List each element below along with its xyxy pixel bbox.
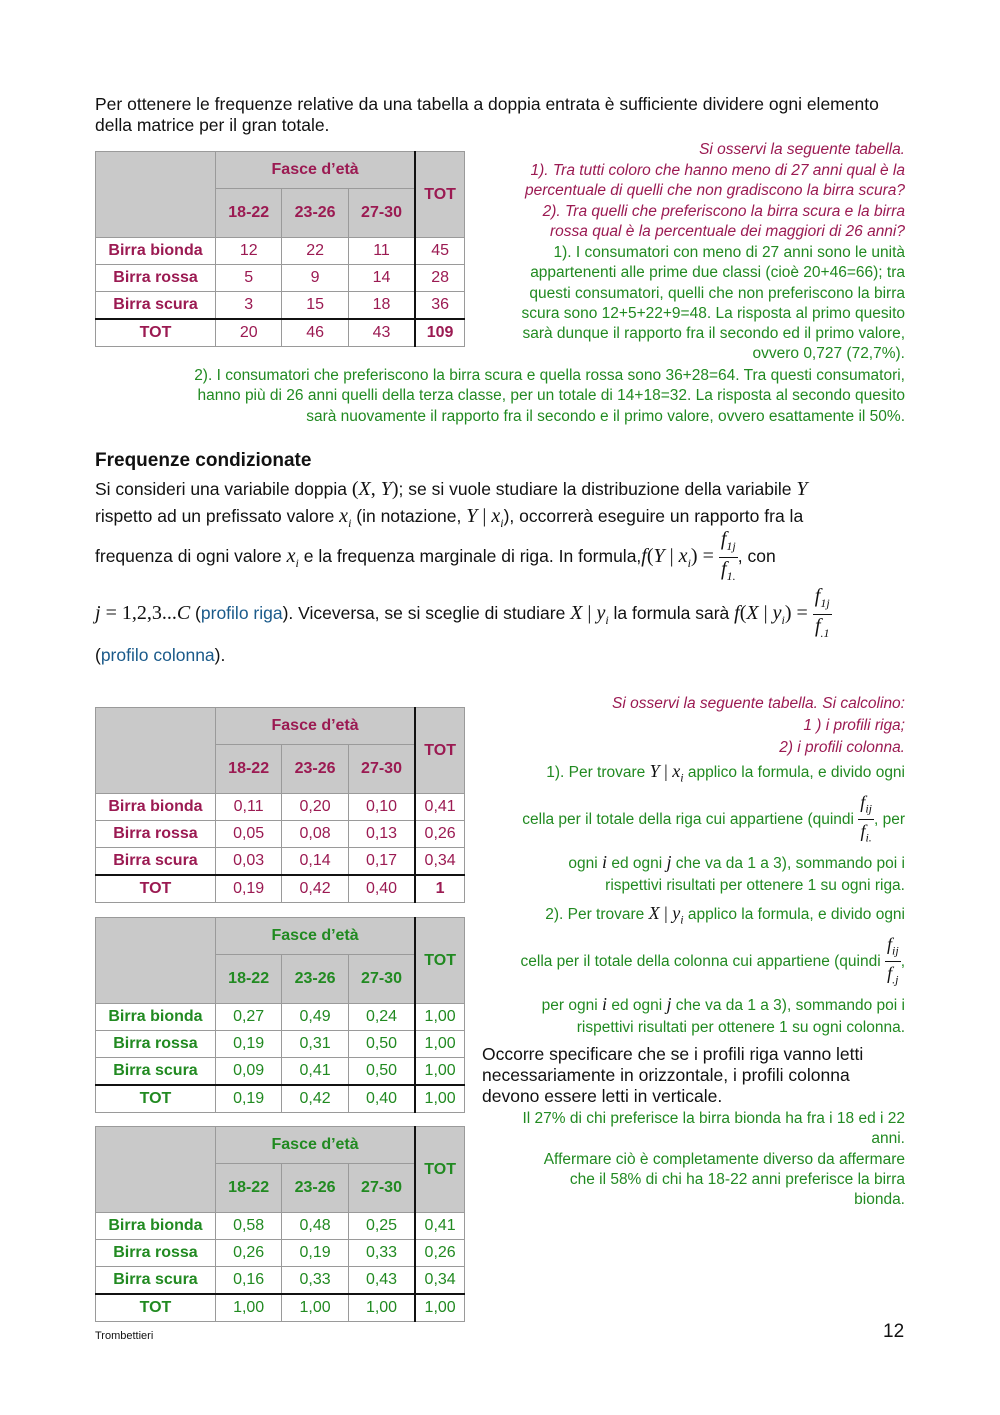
cell: 0,20 — [282, 794, 348, 821]
cell: 1,00 — [348, 1294, 415, 1322]
cell: 0,34 — [415, 848, 464, 876]
example-line: Il 27% di chi preferisce la birra bionda ha fra i 18 ed i 22 — [522, 1110, 905, 1127]
cell: 18 — [348, 292, 415, 320]
table-row — [96, 1213, 465, 1240]
table-corner — [96, 708, 216, 794]
link-profilo-colonna: profilo colonna — [100, 645, 215, 665]
cell: 109 — [415, 319, 464, 347]
header-group: Fasce d’età — [216, 152, 416, 189]
answer-line: per ogni i ed ogni j che va da 1 a 3), sommando poi i — [541, 993, 905, 1014]
answer-line: 2). I consumatori che preferiscono la birra scura e quella rossa sono 36+28=64. Tra questi consumatori, — [194, 367, 905, 384]
cell: 20 — [216, 319, 282, 347]
cell: 11 — [348, 238, 415, 265]
header-col: 23-26 — [282, 189, 348, 238]
cell: 1,00 — [415, 1294, 464, 1322]
cell: 14 — [348, 265, 415, 292]
question-line: rossa qual è la percentuale dei maggiori di 26 anni? — [549, 223, 905, 240]
row-label: TOT — [96, 1085, 216, 1113]
header-tot: TOT — [415, 918, 464, 1004]
row-label: Birra scura — [96, 848, 216, 876]
cell: 0,33 — [282, 1267, 348, 1295]
header-col: 18-22 — [216, 189, 282, 238]
cell: 15 — [282, 292, 348, 320]
answer-line: hanno più di 26 anni quelli della terza classe, per un totale di 14+18=32. La risposta al secondo quesito — [197, 387, 905, 405]
header-col: 27-30 — [348, 745, 415, 794]
cell: 0,10 — [348, 794, 415, 821]
row-label: Birra bionda — [96, 1004, 216, 1031]
answer-line: 1). Per trovare Y | $x_i$ applico la formula, e divido ogni — [546, 761, 905, 785]
table-row — [96, 1240, 465, 1267]
cell: 0,25 — [348, 1213, 415, 1240]
footer-author: Trombettieri — [95, 1330, 154, 1342]
formula-fij-fi: $\frac{f_{ij}}{f_{i.}}$ — [860, 791, 872, 845]
para-line-1: Si consideri una variabile doppia (X, Y); se si vuole studiare la distribuzione della variabile Y — [95, 478, 808, 500]
cell: 0,11 — [215, 794, 281, 821]
question-block — [470, 140, 905, 243]
cell: 0,26 — [415, 1240, 464, 1267]
table-corner — [96, 1127, 216, 1213]
question-line: percentuale di quelli che non gradiscono la birra scura? — [525, 182, 905, 199]
answer-line: cella per il totale della colonna cui appartiene (quindi $\frac{f_{ij}}{f_{.j}}$ , — [470, 933, 905, 991]
cell: 0,40 — [348, 875, 415, 903]
answer-line: ovvero 0,727 (72,7%). — [752, 345, 905, 363]
row-label: Birra scura — [96, 1058, 216, 1086]
formula-column-profile: $\frac{f_{1j}}{f_{.1}}$ — [814, 585, 830, 640]
header-tot: TOT — [415, 1127, 464, 1213]
para-line-4: j = 1,2,3...C (profilo riga). Viceversa, se si sceglie di studiare X | $y_i$ la formula sarà f(X | $y_i$) = $\frac{f_{1j}}{f_{.1}}$ — [95, 585, 915, 644]
header-col: 27-30 — [348, 189, 415, 238]
table-row-total — [96, 319, 465, 347]
example-block — [470, 1109, 905, 1210]
cell: 1 — [415, 875, 464, 903]
answer-2 — [95, 366, 905, 427]
note-line: Occorre specificare che se i profili riga vanno letti — [482, 1044, 864, 1064]
question-block-2 — [470, 693, 905, 759]
cell: 0,13 — [348, 821, 415, 848]
cell: 0,43 — [348, 1267, 415, 1295]
question-line: Si osservi la seguente tabella. — [699, 141, 905, 158]
example-line: che il 58% di chi ha 18-22 anni preferisce la birra — [569, 1170, 905, 1188]
cell: 0,41 — [415, 794, 464, 821]
note-line: devono essere letti in verticale. — [482, 1086, 723, 1106]
table-row-total — [96, 1085, 465, 1113]
answer-line: scura sono 12+5+22+9=48. La risposta al primo quesito — [521, 304, 905, 322]
row-label: Birra bionda — [96, 1213, 216, 1240]
header-col: 23-26 — [282, 1164, 348, 1213]
table-row — [96, 1058, 465, 1086]
row-label: Birra rossa — [96, 821, 216, 848]
link-profilo-riga: profilo riga — [200, 603, 283, 624]
para-line-3: frequenza di ogni valore $x_i$ e la frequenza marginale di riga. In formula,f(Y | $x_i$) = $\frac{f_{1j}}{f_{1.}}$ , con — [95, 528, 915, 587]
cell: 0,33 — [348, 1240, 415, 1267]
cell: 1,00 — [415, 1004, 464, 1031]
table-row — [96, 848, 465, 876]
answer-line: 1). I consumatori con meno di 27 anni sono le unità — [553, 244, 905, 261]
answer-column-profiles — [470, 902, 905, 1039]
cell: 0,41 — [415, 1213, 464, 1240]
table-row-total — [96, 875, 465, 903]
cell: 0,48 — [282, 1213, 348, 1240]
answer-line: questi consumatori, quelli che non preferiscono la birra — [529, 284, 905, 302]
cell: 3 — [216, 292, 282, 320]
cell: 0,27 — [215, 1004, 281, 1031]
cell: 0,14 — [282, 848, 348, 876]
cell: 0,08 — [282, 821, 348, 848]
cell: 43 — [348, 319, 415, 347]
row-label: Birra scura — [96, 292, 216, 320]
example-line: Affermare ciò è completamente diverso da affermare — [543, 1150, 905, 1168]
answer-line: sarà nuovamente il rapporto fra il secondo e il primo valore, ovvero esattamente il 50%. — [306, 407, 905, 425]
table-row — [96, 292, 465, 320]
cell: 0,49 — [282, 1004, 348, 1031]
table-row-total — [96, 1294, 465, 1322]
page-number: 12 — [883, 1321, 905, 1342]
answer-line: ogni i ed ogni j che va da 1 a 3), sommando poi i — [568, 851, 905, 872]
answer-line: rispettivi risultati per ottenere 1 su ogni riga. — [605, 876, 905, 894]
para-line-5: (profilo colonna). — [95, 645, 226, 665]
question-line: 1). Tra tutti coloro che hanno meno di 27 anni qual è la — [530, 161, 905, 179]
cell: 1,00 — [415, 1058, 464, 1086]
cell: 0,41 — [282, 1058, 348, 1086]
cell: 0,26 — [215, 1240, 281, 1267]
cell: 12 — [216, 238, 282, 265]
header-group: Fasce d’età — [215, 708, 415, 745]
row-label: Birra rossa — [96, 1031, 216, 1058]
formula-fij-fj: $\frac{f_{ij}}{f_{.j}}$ — [887, 933, 899, 987]
cell: 46 — [282, 319, 348, 347]
cell: 0,19 — [215, 875, 281, 903]
question-line: Si osservi la seguente tabella. Si calcolino: — [612, 695, 905, 712]
table-column-profiles — [95, 1126, 465, 1322]
header-col: 23-26 — [282, 955, 348, 1004]
row-label: Birra rossa — [96, 265, 216, 292]
table-corner — [96, 918, 216, 1004]
cell: 0,09 — [215, 1058, 281, 1086]
answer-line: rispettivi risultati per ottenere 1 su ogni colonna. — [576, 1018, 905, 1036]
header-tot: TOT — [415, 152, 464, 238]
table-absolute-frequencies — [95, 151, 465, 347]
cell: 45 — [415, 238, 464, 265]
header-col: 23-26 — [282, 745, 348, 794]
row-label: TOT — [96, 319, 216, 347]
header-col: 18-22 — [215, 955, 281, 1004]
table-relative-frequencies — [95, 707, 465, 903]
example-line: bionda. — [854, 1191, 905, 1209]
row-label: TOT — [96, 1294, 216, 1322]
cell: 5 — [216, 265, 282, 292]
header-tot: TOT — [415, 708, 464, 794]
cell: 28 — [415, 265, 464, 292]
answer-line: appartenenti alle prime due classi (cioè 20+46=66); tra — [530, 264, 905, 282]
row-label: Birra bionda — [96, 238, 216, 265]
header-col: 27-30 — [348, 955, 415, 1004]
table-row — [96, 794, 465, 821]
answer-line: cella per il totale della riga cui appartiene (quindi $\frac{f_{ij}}{f_{i.}}$ , per — [470, 791, 905, 849]
row-label: TOT — [96, 875, 216, 903]
answer-line: 2). Per trovare X | $y_i$ applico la formula, e divido ogni — [545, 903, 905, 927]
cell: 0,42 — [282, 1085, 348, 1113]
cell: 0,40 — [348, 1085, 415, 1113]
para-line-2: rispetto ad un prefissato valore $x_i$ (in notazione, Y | $x_i$), occorrerà eseguire un rapporto fra la — [95, 505, 804, 530]
question-line: 1 ) i profili riga; — [803, 717, 905, 734]
note-line: necessariamente in orizzontale, i profili colonna — [482, 1065, 850, 1085]
row-label: Birra bionda — [96, 794, 216, 821]
cell: 0,31 — [282, 1031, 348, 1058]
table-row — [96, 1004, 465, 1031]
header-col: 27-30 — [348, 1164, 415, 1213]
cell: 0,26 — [415, 821, 464, 848]
question-line: 2) i profili colonna. — [779, 739, 905, 756]
example-line: anni. — [871, 1130, 905, 1148]
question-line: 2). Tra quelli che preferiscono la birra scura e la birra — [542, 202, 905, 220]
cell: 1,00 — [215, 1294, 281, 1322]
row-label: Birra scura — [96, 1267, 216, 1295]
cell: 1,00 — [415, 1031, 464, 1058]
section-title: Frequenze condizionate — [95, 450, 312, 471]
cell: 0,19 — [215, 1085, 281, 1113]
header-group: Fasce d’età — [215, 918, 415, 955]
cell: 0,58 — [215, 1213, 281, 1240]
cell: 1,00 — [415, 1085, 464, 1113]
cell: 0,17 — [348, 848, 415, 876]
cell: 0,19 — [282, 1240, 348, 1267]
cell: 0,05 — [215, 821, 281, 848]
cell: 0,03 — [215, 848, 281, 876]
table-corner — [96, 152, 216, 238]
table-row — [96, 238, 465, 265]
table-row — [96, 265, 465, 292]
intro-paragraph: Per ottenere le frequenze relative da una tabella a doppia entrata è sufficiente dividere ogni elemento della matrice per il gran totale. — [95, 94, 879, 135]
formula-row-profile: $\frac{f_{1j}}{f_{1.}}$ — [720, 528, 736, 583]
cell: 9 — [282, 265, 348, 292]
cell: 0,50 — [348, 1058, 415, 1086]
header-col: 18-22 — [215, 1164, 281, 1213]
note-block — [482, 1044, 912, 1107]
header-group: Fasce d’età — [215, 1127, 415, 1164]
table-row-profiles — [95, 917, 465, 1113]
answer-1 — [470, 243, 905, 365]
cell: 0,24 — [348, 1004, 415, 1031]
row-label: Birra rossa — [96, 1240, 216, 1267]
cell: 0,34 — [415, 1267, 464, 1295]
cell: 36 — [415, 292, 464, 320]
answer-line: sarà dunque il rapporto fra il secondo ed il primo valore, — [522, 325, 905, 343]
header-col: 18-22 — [215, 745, 281, 794]
table-row — [96, 821, 465, 848]
answer-row-profiles — [470, 760, 905, 897]
cell: 0,16 — [215, 1267, 281, 1295]
cell: 22 — [282, 238, 348, 265]
table-row — [96, 1031, 465, 1058]
cell: 0,50 — [348, 1031, 415, 1058]
cell: 1,00 — [282, 1294, 348, 1322]
cell: 0,42 — [282, 875, 348, 903]
table-row — [96, 1267, 465, 1295]
cell: 0,19 — [215, 1031, 281, 1058]
